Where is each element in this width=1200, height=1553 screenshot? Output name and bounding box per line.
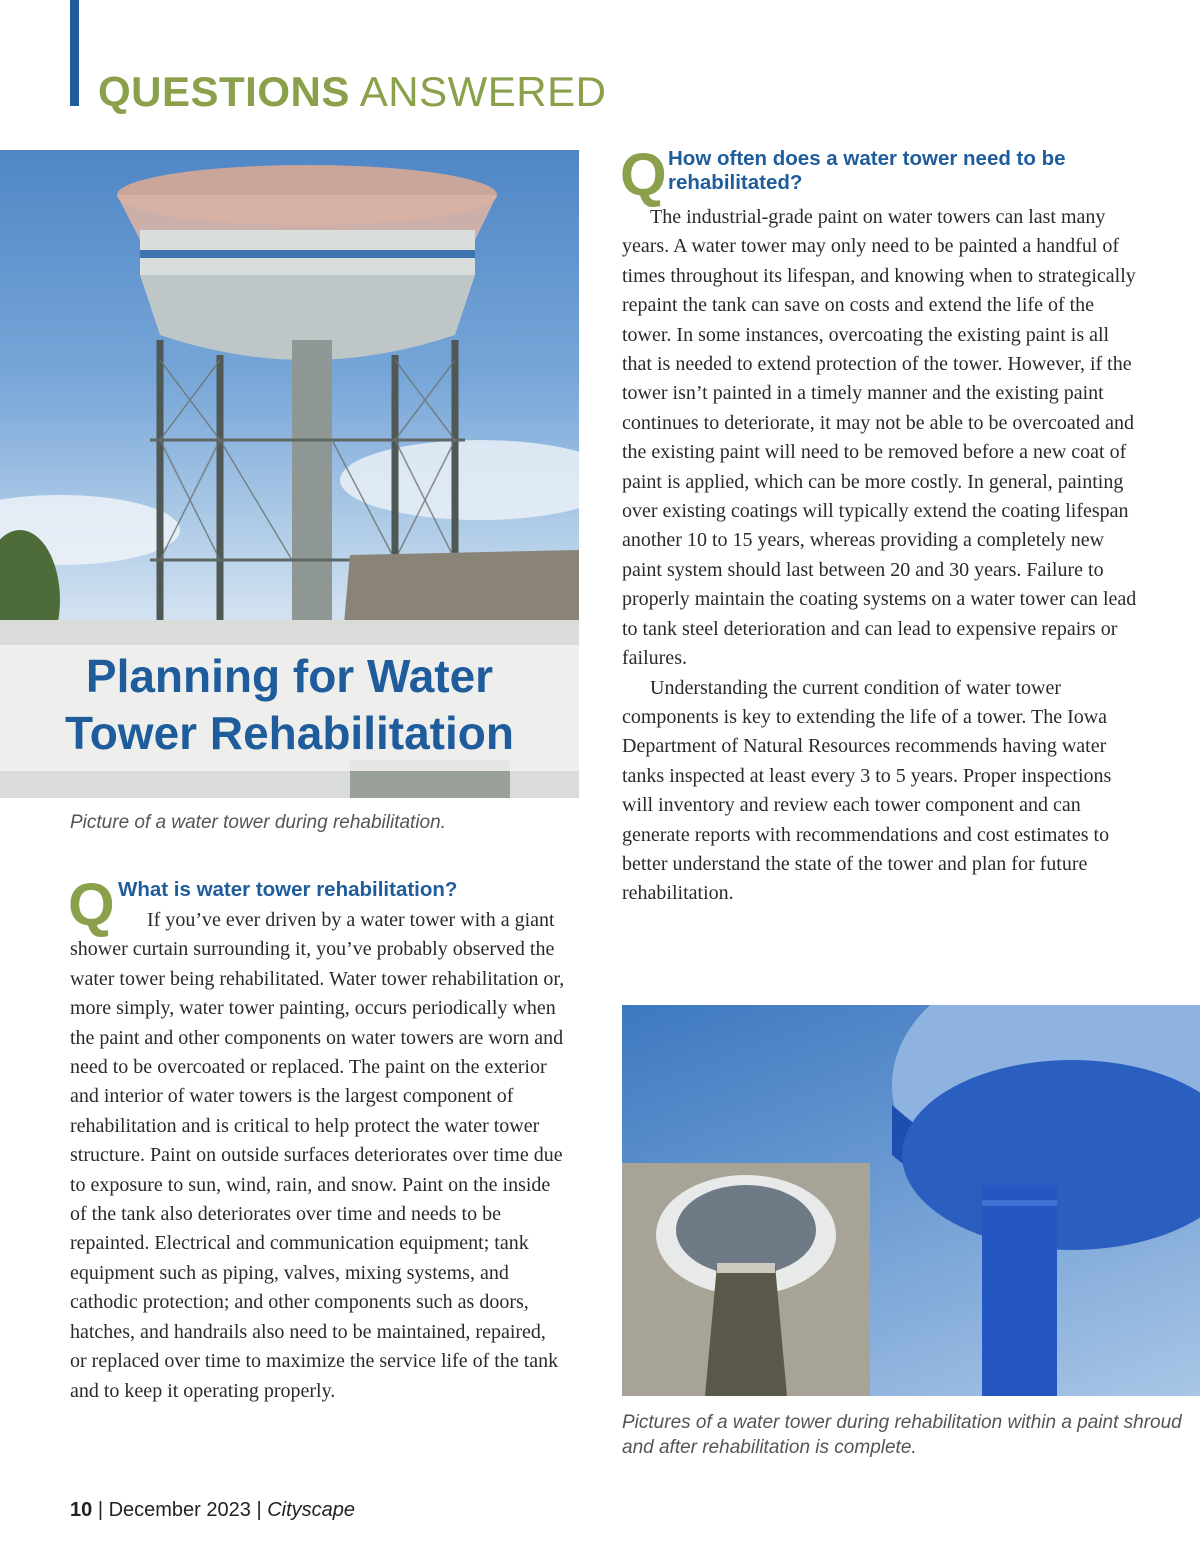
q1-title: What is water tower rehabilitation? xyxy=(118,878,458,901)
q1-paragraph: If you’ve ever driven by a water tower with a giant shower curtain surrounding it, you’ve probably observed the water tower being rehabilitated. Water tower rehabilitation or, more simply, water tower painting, occurs periodically when the paint and other components on water towers are worn and need to be overcoated or replaced. The paint on the exterior and interior of water towers is the largest component of rehabilitation and is critical to help protect the water tower structure. Paint on outside surfaces deteriorates over time due to exposure to sun, wind, rain, and snow. Paint on the inside of the tank also deteriorates over time and needs to be repainted. Electrical and communication equipment; tank equipment such as piping, valves, mixing systems, and cathodic protection; and other components such as doors, hatches, and handrails also need to be maintained, repaired, or replaced over time to maximize the service life of the tank and to keep it operating properly. xyxy=(70,909,565,1402)
article-title xyxy=(0,648,579,762)
q2-title: How often does a water tower need to be rehabilitated? xyxy=(668,147,1066,194)
section-header-bold: QUESTIONS xyxy=(98,68,350,115)
q1-body xyxy=(70,906,565,1406)
rehab-photos-caption: Pictures of a water tower during rehabilitation within a paint shroud and after rehabilitation is complete. xyxy=(622,1412,1182,1458)
rehab-photos xyxy=(622,1005,1200,1396)
q2-letter: Q xyxy=(620,141,667,208)
footer-separator: | xyxy=(256,1499,268,1521)
article-title-line-2: Tower Rehabilitation xyxy=(65,707,514,759)
header-accent-bar xyxy=(70,0,79,106)
section-header-light: ANSWERED xyxy=(359,68,607,115)
section-header xyxy=(98,68,606,116)
hero-caption: Picture of a water tower during rehabilitation. xyxy=(70,812,446,833)
page-number: 10 xyxy=(70,1499,93,1521)
issue-date: December 2023 xyxy=(108,1499,251,1521)
page-footer xyxy=(70,1499,355,1522)
article-title-line-1: Planning for Water xyxy=(85,650,494,702)
q2-paragraph-2: Understanding the current condition of water tower components is key to extending the life of a tower. The Iowa Department of Natural Resources recommends having water tanks inspected at least every 3 to 5 years. Proper inspections will inventory and review each tower component and can generate reports with recommendations and cost estimates to better understand the state of the tower and plan for future rehabilitation. xyxy=(622,676,1112,905)
q2-body xyxy=(622,203,1142,909)
footer-separator: | xyxy=(97,1499,109,1521)
rehab-photos-illustration xyxy=(622,1005,1200,1396)
q1-letter: Q xyxy=(68,871,115,938)
publication-name: Cityscape xyxy=(267,1499,356,1521)
q2-paragraph-1: The industrial-grade paint on water towers can last many years. A water tower may only need to be painted a handful of times throughout its lifespan, and knowing when to strategically repaint the tank can save on costs and extend the life of the tower. In some instances, overcoating the existing paint is all that is needed to extend protection of the tower. However, if the tower isn’t painted in a timely manner and the existing paint continues to deteriorate, it may not be able to be overcoated and the existing paint will need to be removed before a new coat of paint is applied, which can be more costly. In general, painting over existing coatings will typically extend the coating lifespan another 10 to 15 years, whereas providing a completely new paint system should last between 20 and 30 years. Failure to properly maintain the coating systems on a water tower can lead to tank steel deterioration and can lead to expensive repairs or failures. xyxy=(622,206,1137,670)
